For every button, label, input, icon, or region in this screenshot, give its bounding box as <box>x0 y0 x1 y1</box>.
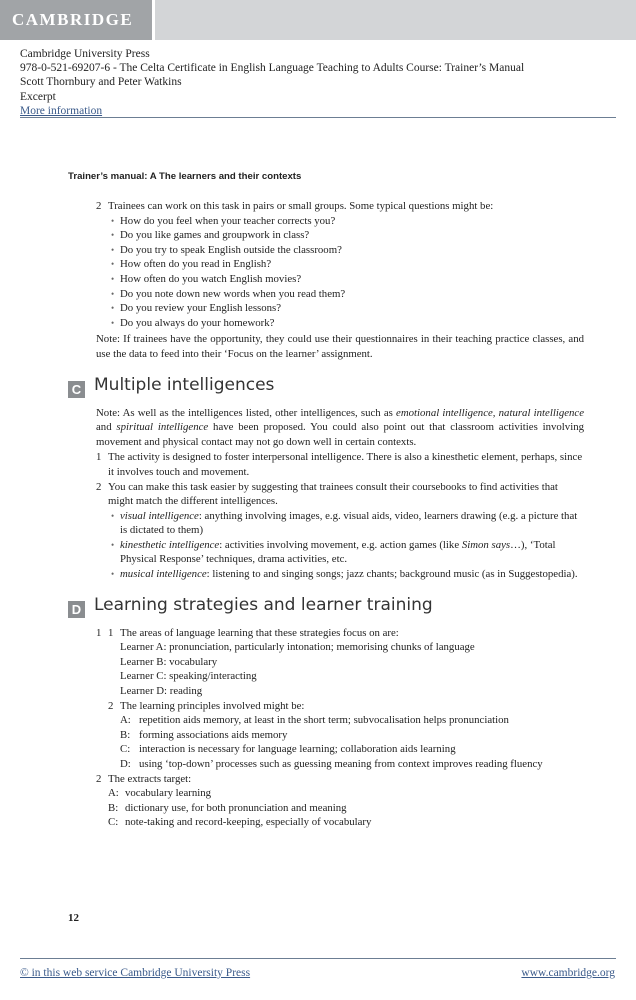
item-text: You can make this task easier by suggesting that trainees consult their coursebooks to find activities that might match the different intelligences. <box>108 480 558 508</box>
cambridge-logo <box>0 0 152 40</box>
section-d-heading <box>68 594 584 624</box>
logo-text: CAMBRIDGE <box>12 10 134 29</box>
principle-line: D: using ‘top-down’ processes such as guessing meaning from context improves reading fluency <box>120 758 543 770</box>
intelligence-bullet: • musical intelligence: listening to and singing songs; jazz chants; background music (as in Suggestopedia). <box>68 567 584 582</box>
cambridge-website-link[interactable]: www.cambridge.org <box>521 967 615 979</box>
principle-line: A: repetition aids memory, at least in the short term; subvocalisation helps pronunciation <box>120 714 509 727</box>
list-item <box>68 480 584 509</box>
target-line: B: dictionary use, for both pronunciation and meaning <box>108 801 347 814</box>
question-bullet: • Do you like games and groupwork in class? <box>68 228 584 243</box>
item-text: Trainees can work on this task in pairs or small groups. Some typical questions might be: <box>108 200 494 212</box>
subitem-number: 1 <box>108 626 114 639</box>
learner-line: Learner D: reading <box>120 685 203 698</box>
isbn-title: 978-0-521-69207-6 - The Celta Certificate in English Language Teaching to Adults Course: Trainer’s Manual <box>20 62 525 75</box>
list-item <box>68 199 584 214</box>
intelligence-bullet: • kinesthetic intelligence: activities involving movement, e.g. action games (like Simon says…), ‘Total Physical Response’ techniques, drama activities, etc. <box>68 538 584 567</box>
question-bullet: • Do you note down new words when you read them? <box>68 287 584 302</box>
item-number: 2 <box>96 200 102 212</box>
header-bar <box>0 0 636 40</box>
item-number: 1 <box>96 626 102 639</box>
target-line: C: note-taking and record-keeping, especially of vocabulary <box>108 816 372 829</box>
learner-line: Learner B: vocabulary <box>120 655 218 668</box>
section-title: Multiple intelligences <box>94 374 275 395</box>
item-text: The extracts target: <box>108 772 192 785</box>
list-item <box>68 626 584 641</box>
list-item <box>68 699 584 714</box>
subitem-number: 2 <box>108 699 114 712</box>
note-paragraph: Note: If trainees have the opportunity, they could use their questionnaires in their teaching practice classes, and use the data to feed into their ‘Focus on the learner’ assignment. <box>96 333 584 360</box>
question-bullet: • How often do you watch English movies? <box>68 272 584 287</box>
question-bullet: • How do you feel when your teacher corrects you? <box>68 214 584 229</box>
item-text: The activity is designed to foster interpersonal intelligence. There is also a kinesthetic element, perhaps, since it involves touch and movement. <box>108 451 583 478</box>
excerpt-label: Excerpt <box>20 90 56 103</box>
section-letter-badge: D <box>68 601 85 618</box>
principle-line: C: interaction is necessary for language learning; collaboration aids learning <box>120 743 456 756</box>
item-text: The areas of language learning that these strategies focus on are: <box>120 626 399 639</box>
list-item <box>68 450 584 479</box>
question-bullet: • Do you try to speak English outside the classroom? <box>68 243 584 258</box>
list-item <box>68 772 584 787</box>
item-number: 1 <box>96 451 102 464</box>
learner-line: Learner A: pronunciation, particularly intonation; memorising chunks of language <box>120 641 475 654</box>
learner-line: Learner C: speaking/interacting <box>120 670 257 683</box>
more-information-link[interactable]: More information <box>20 104 103 117</box>
copyright-link[interactable]: © in this web service Cambridge University Press <box>20 967 251 979</box>
section-c-note: Note: As well as the intelligences listed, other intelligences, such as emotional intelligence, natural intelligence and spiritual intelligence have been proposed. You could also point out that classroom activities involving movement and physical contact may not go down well in certain contexts. <box>96 406 584 448</box>
authors: Scott Thornbury and Peter Watkins <box>20 76 182 89</box>
section-title: Learning strategies and learner training <box>94 594 433 615</box>
principle-line: B: forming associations aids memory <box>120 728 288 741</box>
question-bullet: • Do you review your English lessons? <box>68 301 584 316</box>
question-bullet: • Do you always do your homework? <box>68 316 584 331</box>
running-head: Trainer’s manual: A The learners and their contexts <box>68 171 302 182</box>
logo-divider <box>152 0 155 40</box>
footer-rule <box>20 958 616 959</box>
target-line: A: vocabulary learning <box>108 787 212 800</box>
page-number: 12 <box>68 912 79 924</box>
book-metadata <box>20 47 524 118</box>
question-bullet: • How often do you read in English? <box>68 257 584 272</box>
item-number: 2 <box>96 772 102 785</box>
page-content <box>68 199 584 830</box>
publisher: Cambridge University Press <box>20 48 150 60</box>
header-rule <box>20 117 616 118</box>
intelligence-bullet: • visual intelligence: anything involving images, e.g. visual aids, video, learners drawing (e.g. a picture that is dictated to them) <box>68 509 584 538</box>
item-number: 2 <box>96 480 102 493</box>
section-letter-badge: C <box>68 381 85 398</box>
section-c-heading <box>68 374 584 404</box>
item-text: The learning principles involved might be: <box>120 699 305 712</box>
